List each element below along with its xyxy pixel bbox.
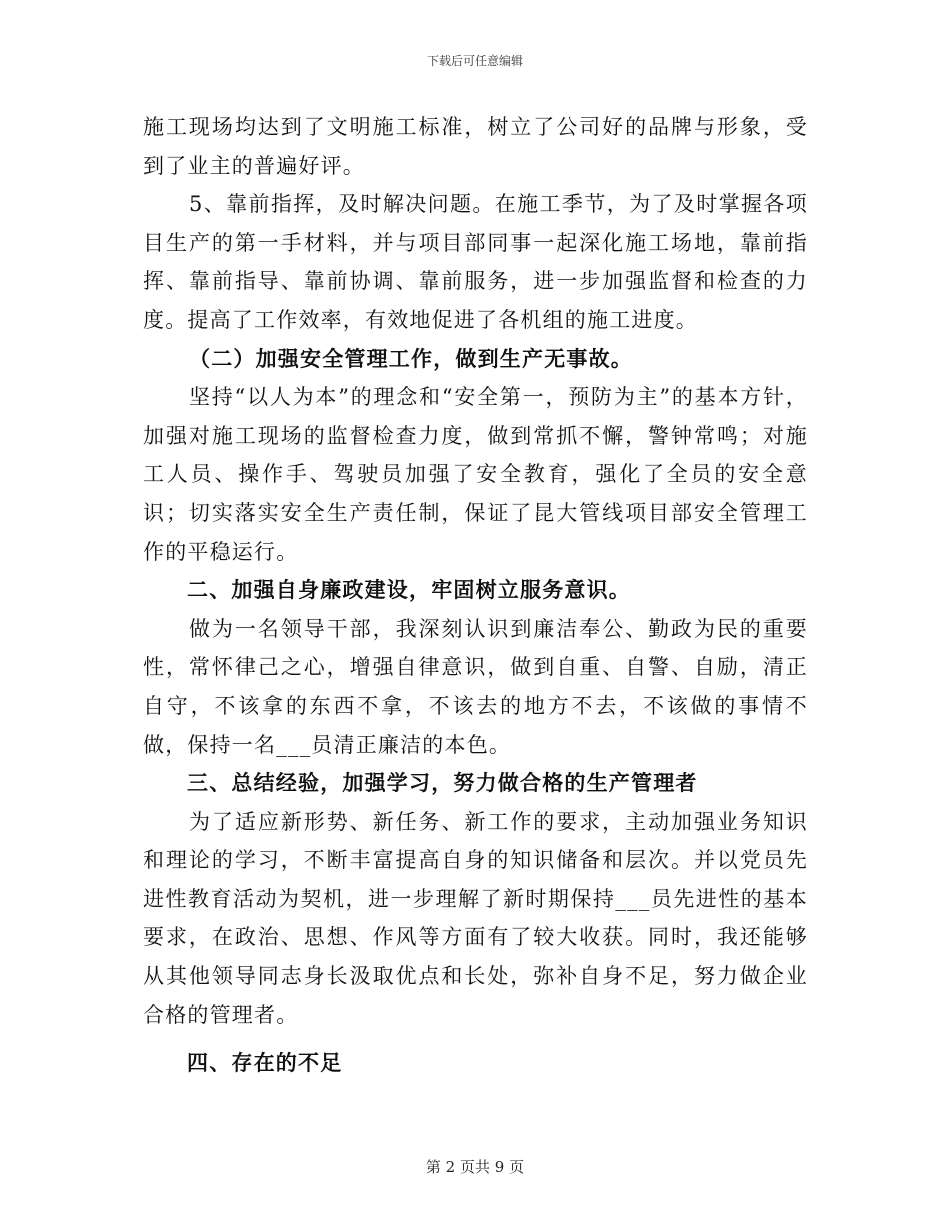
paragraph-integrity: 做为一名领导干部，我深刻认识到廉洁奉公、勤政为民的重要性，常怀律己之心，增强自律意识，做到自重、自警、自励，清正自守，不该拿的东西不拿，不该去的地方不去，不该做的事情不做，保持一名___员清正廉洁的本色。 bbox=[143, 616, 808, 757]
header-note: 下载后可任意编辑 bbox=[426, 54, 523, 68]
heading-safety-management: （二）加强安全管理工作，做到生产无事故。 bbox=[189, 346, 633, 371]
paragraph-point-5: 5、靠前指挥，及时解决问题。在施工季节，为了及时掌握各项目生产的第一手材料，并与项目部同事一起深化施工场地，靠前指挥、靠前指导、靠前协调、靠前服务，进一步加强监督和检查的力度。提高了工作效率，有效地促进了各机组的施工进度。 bbox=[143, 192, 808, 332]
heading-learning: 三、总结经验，加强学习，努力做合格的生产管理者 bbox=[187, 771, 698, 796]
paragraph-safety: 坚持“以人为本”的理念和“安全第一，预防为主”的基本方针，加强对施工现场的监督检查力度，做到常抓不懈，警钟常鸣；对施工人员、操作手、驾驶员加强了安全教育，强化了全员的安全意识；切实落实安全生产责任制，保证了昆大管线项目部安全管理工作的平稳运行。 bbox=[143, 385, 808, 564]
document-body bbox=[143, 108, 808, 1083]
paragraph-learning: 为了适应新形势、新任务、新工作的要求，主动加强业务知识和理论的学习，不断丰富提高自身的知识储备和层次。并以党员先进性教育活动为契机，进一步理解了新时期保持___员先进性的基本要求，在政治、思想、作风等方面有了较大收获。同时，我还能够从其他领导同志身长汲取优点和长处，弥补自身不足，努力做企业合格的管理者。 bbox=[143, 809, 808, 1027]
heading-shortcomings: 四、存在的不足 bbox=[187, 1051, 343, 1076]
page-number: 第 2 页共 9 页 bbox=[425, 1158, 525, 1176]
section-spacer bbox=[143, 1034, 808, 1044]
heading-integrity: 二、加强自身廉政建设，牢固树立服务意识。 bbox=[187, 578, 631, 603]
paragraph-continuation: 施工现场均达到了文明施工标准，树立了公司好的品牌与形象，受到了业主的普遍好评。 bbox=[143, 115, 808, 178]
